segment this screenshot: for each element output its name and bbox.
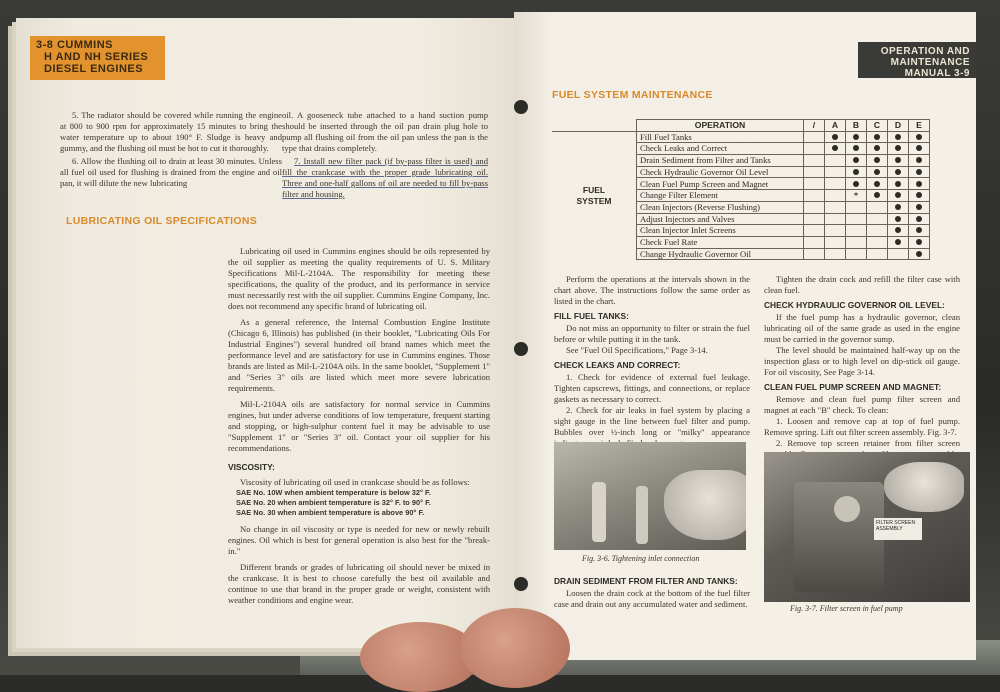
- drain-sediment-heading: DRAIN SEDIMENT FROM FILTER AND TANKS:: [554, 576, 738, 586]
- interval-cell: [888, 143, 909, 155]
- interval-dot: [916, 145, 922, 151]
- fuel-fitting: [636, 486, 648, 544]
- interval-cell: [804, 131, 825, 143]
- tab-line: 3-8 CUMMINS: [36, 39, 114, 51]
- paragraph: If the fuel pump has a hydraulic governor, clean lubricating oil of the same grade as used in the engine must be carried in the governor sump.: [764, 312, 960, 344]
- lube-heading: LUBRICATING OIL SPECIFICATIONS: [66, 215, 258, 227]
- interval-cell: [846, 166, 867, 178]
- interval-cell: [867, 201, 888, 213]
- maintenance-table: [552, 119, 930, 260]
- tab-line: DIESEL ENGINES: [44, 63, 144, 75]
- interval-cell: [804, 248, 825, 260]
- operation-cell: Change Hydraulic Governor Oil: [637, 248, 804, 260]
- interval-cell: [909, 155, 930, 167]
- drain-section: [554, 572, 750, 610]
- interval-cell: [825, 131, 846, 143]
- left-col1: [60, 110, 282, 189]
- interval-cell: [867, 155, 888, 167]
- hand-image: [884, 462, 964, 512]
- interval-cell: [888, 213, 909, 225]
- interval-dot: [916, 192, 922, 198]
- operation-cell: Drain Sediment from Filter and Tanks: [637, 155, 804, 167]
- interval-dot: [853, 169, 859, 175]
- interval-cell: [867, 248, 888, 260]
- interval-cell: [888, 155, 909, 167]
- paragraph-annotated: 7. Install new filter pack (if by-pass filter is used) and fill the crankcase with the proper grade lubricating oil. Three and one-half gallons of oil are needed to fill by-pass filter and housing.: [282, 156, 488, 199]
- interval-cell: [825, 178, 846, 190]
- binder-hole: [514, 100, 528, 114]
- interval-dot: [874, 157, 880, 163]
- interval-cell: [804, 166, 825, 178]
- interval-cell: [825, 236, 846, 248]
- left-page: [16, 18, 514, 648]
- operation-cell: Check Leaks and Correct: [637, 143, 804, 155]
- hand-image: [664, 470, 746, 540]
- fuel-system-heading: FUEL SYSTEM MAINTENANCE: [552, 89, 713, 101]
- interval-cell: [846, 178, 867, 190]
- interval-dot: [916, 157, 922, 163]
- interval-dot: [916, 181, 922, 187]
- operation-cell: Adjust Injectors and Valves: [637, 213, 804, 225]
- interval-cell: [867, 225, 888, 237]
- interval-cell: [909, 225, 930, 237]
- interval-dot: [853, 181, 859, 187]
- interval-dot: [895, 145, 901, 151]
- interval-dot: [832, 134, 838, 140]
- interval-cell: [867, 213, 888, 225]
- paragraph: Loosen the drain cock at the bottom of the fuel filter case and drain out any accumulated water and sediment.: [554, 588, 750, 609]
- paragraph: Perform the operations at the intervals shown in the chart above. The instructions follow the same order as listed in the chart.: [554, 274, 750, 306]
- paragraph: Do not miss an opportunity to filter or strain the fuel before or while putting it in the tank.: [554, 323, 750, 344]
- interval-dot: [874, 181, 880, 187]
- paragraph: 1. Loosen and remove cap at top of fuel pump. Remove spring. Lift out filter screen assembly. Fig. 3-7.: [764, 416, 960, 437]
- interval-cell: [804, 236, 825, 248]
- interval-dot: [853, 134, 859, 140]
- interval-cell: [825, 225, 846, 237]
- paragraph: Lubricating oil used in Cummins engines should be oils represented by the oil supplier as meeting the quality requirements of U. S. Military Specifications Mil-L-2104A. The responsibility for meeting these specifications, the quality of the product, and its performance in service must necessarily rest with the oil supplier. Cummins Engine Company, Inc. does not recommend any specific brand of lubricating oil.: [228, 246, 490, 311]
- interval-cell: [867, 236, 888, 248]
- interval-cell: [888, 201, 909, 213]
- col-letter: C: [867, 120, 888, 132]
- interval-cell: [825, 143, 846, 155]
- interval-cell: [825, 248, 846, 260]
- paragraph: See "Fuel Oil Specifications," Page 3-14.: [566, 345, 708, 355]
- figure-3-6-caption: Fig. 3-6. Tightening inlet connection: [582, 554, 700, 563]
- interval-dot: [874, 169, 880, 175]
- interval-cell: [867, 190, 888, 202]
- col-letter: E: [909, 120, 930, 132]
- interval-cell: [846, 248, 867, 260]
- interval-cell: [888, 166, 909, 178]
- interval-dot: [874, 145, 880, 151]
- interval-dot: [853, 157, 859, 163]
- interval-cell: [825, 201, 846, 213]
- viscosity-heading: VISCOSITY:: [228, 462, 275, 472]
- interval-cell: [804, 190, 825, 202]
- interval-dot: [916, 134, 922, 140]
- interval-cell: [804, 213, 825, 225]
- interval-cell: [867, 166, 888, 178]
- interval-cell: [846, 236, 867, 248]
- interval-cell: [888, 131, 909, 143]
- fuel-fitting: [592, 482, 606, 542]
- interval-cell: [846, 225, 867, 237]
- right-page-tab: [858, 42, 976, 78]
- interval-cell: [888, 225, 909, 237]
- operation-cell: Change Filter Element: [637, 190, 804, 202]
- binder-hole: [514, 577, 528, 591]
- right-col1: [554, 274, 750, 449]
- interval-dot: [916, 216, 922, 222]
- interval-dot: [895, 157, 901, 163]
- interval-dot: [895, 227, 901, 233]
- interval-cell: [909, 131, 930, 143]
- hand-finger: [460, 608, 570, 688]
- col-letter: B: [846, 120, 867, 132]
- lube-section: [228, 246, 490, 606]
- interval-cell: [846, 155, 867, 167]
- viscosity-line: SAE No. 20 when ambient temperature is 32° F. to 90° F.: [236, 498, 431, 507]
- right-col2: [764, 274, 960, 471]
- col-letter: A: [825, 120, 846, 132]
- interval-dot: [895, 192, 901, 198]
- interval-cell: [888, 236, 909, 248]
- paragraph: The level should be maintained half-way up on the inspection glass or to high level on dip-stick oil gauge. For oil viscosity, See Page 3-14.: [764, 345, 960, 377]
- interval-dot: [895, 239, 901, 245]
- paragraph: Different brands or grades of lubricating oil should never be mixed in the crankcase. It is best to choose carefully the best oil available and continue to use that brand in the proper grade or weight, consistent with weather conditions and engine wear.: [228, 562, 490, 605]
- interval-dot: [916, 169, 922, 175]
- figure-label: FILTER SCREEN ASSEMBLY: [874, 518, 922, 540]
- pump-screen-heading: CLEAN FUEL PUMP SCREEN AND MAGNET:: [764, 382, 942, 392]
- interval-cell: [867, 143, 888, 155]
- viscosity-line: SAE No. 30 when ambient temperature is above 90° F.: [236, 508, 425, 517]
- interval-cell: [804, 225, 825, 237]
- tab-line: MANUAL 3-9: [904, 68, 970, 79]
- operation-cell: Check Fuel Rate: [637, 236, 804, 248]
- interval-dot: [916, 227, 922, 233]
- col-letter: D: [888, 120, 909, 132]
- table-row: [552, 131, 930, 143]
- paragraph: 6. Allow the flushing oil to drain at least 30 minutes. Unless all fuel oil used for flushing is drained from the engine and oil pan, it will dilute the new lubricating: [60, 156, 282, 188]
- viscosity-line: SAE No. 10W when ambient temperature is below 32° F.: [236, 488, 431, 497]
- interval-cell: [846, 143, 867, 155]
- interval-cell: [867, 178, 888, 190]
- interval-cell: [804, 155, 825, 167]
- interval-cell: [909, 178, 930, 190]
- tab-line: MAINTENANCE: [890, 57, 970, 68]
- fill-tanks-heading: FILL FUEL TANKS:: [554, 311, 629, 321]
- interval-dot: [895, 181, 901, 187]
- interval-cell: [909, 236, 930, 248]
- interval-cell: [888, 248, 909, 260]
- interval-cell: [909, 201, 930, 213]
- paragraph: Tighten the drain cock and refill the filter case with clean fuel.: [764, 274, 960, 295]
- asterisk-mark: *: [853, 190, 859, 201]
- interval-dot: [874, 134, 880, 140]
- interval-dot: [916, 251, 922, 257]
- viscosity-list: [228, 488, 490, 518]
- interval-cell: [825, 155, 846, 167]
- interval-cell: [846, 190, 867, 202]
- table-body: [552, 131, 930, 260]
- paragraph: No change in oil viscosity or type is needed for new or newly rebuilt engines. Oil which is best for general operation is also best for the "break-in.": [228, 524, 490, 556]
- paragraph: As a general reference, the Internal Combustion Engine Institute (Chicago 6, Illinois) has published (in their booklet, "Lubricating Oils For Industrial Engines") several hundred oil brand names which meet the performance level and are satisfactory for use in Cummins engines. Those brands are listed as Mil-L-2104A oils. In the same booklet, "Supplement 1" and "Series 3" oils are listed which meet more severe lubrication requirements.: [228, 317, 490, 393]
- operation-cell: Check Hydraulic Governor Oil Level: [637, 166, 804, 178]
- interval-dot: [895, 169, 901, 175]
- operation-cell: Clean Fuel Pump Screen and Magnet: [637, 178, 804, 190]
- figure-3-6-photo: [554, 442, 746, 550]
- operation-cell: Fill Fuel Tanks: [637, 131, 804, 143]
- interval-cell: [909, 143, 930, 155]
- interval-cell: [909, 213, 930, 225]
- interval-cell: [846, 131, 867, 143]
- left-col2: [282, 110, 488, 200]
- operation-cell: Clean Injectors (Reverse Flushing): [637, 201, 804, 213]
- interval-dot: [916, 239, 922, 245]
- paragraph: 2. Remove top screen retainer from filter screen: [776, 438, 960, 448]
- left-page-tab: [30, 36, 165, 80]
- interval-cell: [825, 190, 846, 202]
- interval-cell: [846, 201, 867, 213]
- interval-dot: [853, 145, 859, 151]
- table-header-row: [552, 120, 930, 132]
- figure-3-7-caption: Fig. 3-7. Filter screen in fuel pump: [790, 604, 903, 613]
- interval-dot: [832, 145, 838, 151]
- interval-cell: [909, 190, 930, 202]
- right-page: [514, 12, 976, 660]
- binder-hole: [514, 342, 528, 356]
- operation-cell: Clean Injector Inlet Screens: [637, 225, 804, 237]
- interval-dot: [895, 216, 901, 222]
- interval-cell: [825, 213, 846, 225]
- interval-cell: [888, 190, 909, 202]
- interval-cell: [846, 213, 867, 225]
- table-corner: [552, 120, 637, 132]
- interval-cell: [909, 166, 930, 178]
- interval-cell: [804, 201, 825, 213]
- paragraph: Remove and clean fuel pump filter screen and magnet at each "B" check. To clean:: [764, 394, 960, 415]
- interval-dot: [895, 204, 901, 210]
- interval-cell: [909, 248, 930, 260]
- interval-dot: [895, 134, 901, 140]
- paragraph: oil. A gooseneck tube attached to a hand suction pump should be inserted through the oil pan drain plug hole to pump all flushing oil from the oil pan unless the pan is the type that drains completely.: [282, 110, 488, 153]
- paragraph: 1. Check for evidence of external fuel leakage. Tighten capscrews, fittings, and connections, or replace gaskets as necessary to correct.: [554, 372, 750, 404]
- interval-cell: [804, 143, 825, 155]
- interval-dot: [916, 204, 922, 210]
- interval-dot: [874, 192, 880, 198]
- paragraph: 2. Check for air leaks in fuel system by placing a sight gauge in the line between fuel filter and pump. Bubbles over ½-inch long or "milky" appearance: [554, 405, 750, 437]
- col-letter: /: [804, 120, 825, 132]
- filter-cap: [834, 496, 860, 522]
- paragraph: 5. The radiator should be covered while running the engine at 800 to 900 rpm for approximately 15 minutes to bring the water temperature up to about 190° F. Sludge is heavy and gummy, and the flushing oil must be hot to cut it thoroughly.: [60, 110, 282, 153]
- col-operation: OPERATION: [637, 120, 804, 132]
- interval-cell: [867, 131, 888, 143]
- governor-heading: CHECK HYDRAULIC GOVERNOR OIL LEVEL:: [764, 300, 945, 310]
- tab-line: OPERATION AND: [880, 46, 970, 57]
- interval-cell: [825, 166, 846, 178]
- paragraph: Mil-L-2104A oils are satisfactory for normal service in Cummins engines, but under adverse conditions of low temperature, frequent starting and stopping, or high-sulphur content fuel it may be advisable to use "Supplement 1" or "Series 3" oil. Contact your oil supplier for his recommendations.: [228, 399, 490, 453]
- check-leaks-heading: CHECK LEAKS AND CORRECT:: [554, 360, 681, 370]
- interval-cell: [888, 178, 909, 190]
- interval-cell: [804, 178, 825, 190]
- paragraph: Viscosity of lubricating oil used in crankcase should be as follows:: [240, 477, 470, 487]
- figure-3-7-photo: [764, 452, 970, 602]
- group-label: FUEL SYSTEM: [552, 131, 637, 260]
- tab-line: H AND NH SERIES: [44, 51, 149, 63]
